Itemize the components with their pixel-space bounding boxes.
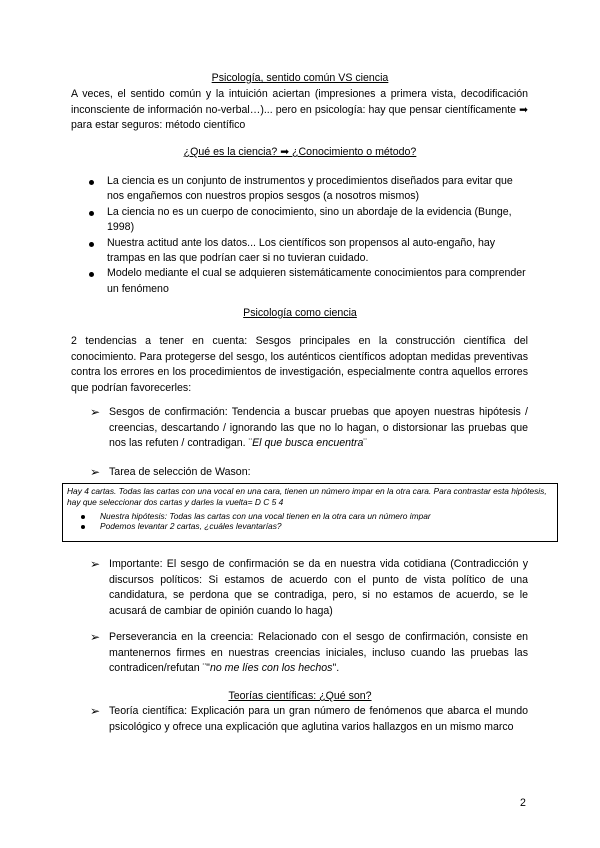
section-title-sentido-comun: Psicología, sentido común VS ciencia (211, 72, 389, 84)
arrow-bullet-icon: ➢ (90, 630, 101, 644)
section-title-que-es-ciencia: ¿Qué es la ciencia? ➡ ¿Conocimiento o método? (183, 146, 417, 158)
arrow-item-importante: ➢ Importante: El sesgo de confirmación se da en nuestra vida cotidiana (Contradicción y discursos políticos: Si estamos de acuerdo con el punto de vista político de una candidatura, se perdona que se contradiga, pero, si no estamos de acuerdo, se le acusará de cambiar de opinión cuando lo haga) (90, 557, 528, 617)
paragraph-tendencias: 2 tendencias a tener en cuenta: Sesgos principales en la construcción científica del conocimiento. Para protegerse del sesgo, los auténticos científicos adoptan medidas preventivas contra los errores en los procedimientos de investigación, especialmente contra aquellos errores que podrían favorecerles: (71, 335, 528, 394)
list-item: Podemos levantar 2 cartas, ¿cuáles levantarías? (67, 521, 553, 532)
page-number: 2 (520, 797, 526, 809)
list-item: Nuestra actitud ante los datos... Los científicos son propensos al auto-engaño, hay trampas en las que podrían caer si no tuvieran cuidado. (71, 236, 531, 267)
arrow-item-teoria-cientifica: ➢ Teoría científica: Explicación para un gran número de fenómenos que abarca el mundo psicológico y ofrece una explicación que aglutina varios hallazgos en un mismo marco (90, 704, 528, 733)
bullet-icon (89, 211, 94, 216)
arrow-bullet-icon: ➢ (90, 557, 101, 571)
list-item: Modelo mediante el cual se adquieren sistemáticamente conocimientos para comprender un fenómeno (71, 266, 531, 297)
section-title-teorias: Teorías científicas: ¿Qué son? (228, 690, 372, 702)
list-item: La ciencia no es un cuerpo de conocimiento, sino un abordaje de la evidencia (Bunge, 1998) (71, 205, 531, 236)
bullet-icon (89, 180, 94, 185)
wason-task-box (62, 483, 558, 542)
bullet-icon (89, 272, 94, 277)
bullet-icon (81, 515, 85, 519)
bullet-icon (81, 525, 85, 529)
list-item: La ciencia es un conjunto de instrumentos y procedimientos diseñados para evitar que nos engañemos con nuestros propios sesgos (a nosotros mismos) (71, 174, 531, 205)
wason-bullet-list (67, 511, 553, 533)
wason-task-text: Hay 4 cartas. Todas las cartas con una vocal en una cara, tienen un número impar en la otra cara. Para contrastar esta hipótesis, hay que seleccionar dos cartas y darles la vuelta= D C 5 4 (67, 486, 547, 507)
arrow-bullet-icon: ➢ (90, 405, 101, 419)
list-item: Nuestra hipótesis: Todas las cartas con una vocal tienen en la otra cara un número impar (67, 511, 553, 522)
arrow-item-wason: ➢ Tarea de selección de Wason: (90, 465, 251, 479)
arrow-bullet-icon: ➢ (90, 465, 101, 479)
arrow-item-perseverancia: ➢ Perseverancia en la creencia: Relacionado con el sesgo de confirmación, consiste en mantenernos firmes en nuestras creencias iniciales, incluso cuando las pruebas las contradicen/refutan ¨"no me líes con los hechos". (90, 630, 528, 675)
arrow-item-sesgos-confirmacion: ➢ Sesgos de confirmación: Tendencia a buscar pruebas que apoyen nuestras hipótesis / creencias, descartando / ignorando las que no lo hagan, o distorsionar las pruebas que nos las refuten / contradigan. ¨El que busca encuentra¨ (90, 405, 528, 450)
section-title-psicologia-ciencia: Psicología como ciencia (243, 307, 357, 319)
bullet-icon (89, 242, 94, 247)
paragraph-sentido-comun: A veces, el sentido común y la intuición aciertan (impresiones a primera vista, decodificación inconsciente de información no-verbal…)... pero en psicología: hay que pensar científicamente ➡ para estar seguros: método científico (71, 88, 528, 132)
arrow-bullet-icon: ➢ (90, 704, 101, 718)
ciencia-bullet-list (71, 174, 531, 297)
